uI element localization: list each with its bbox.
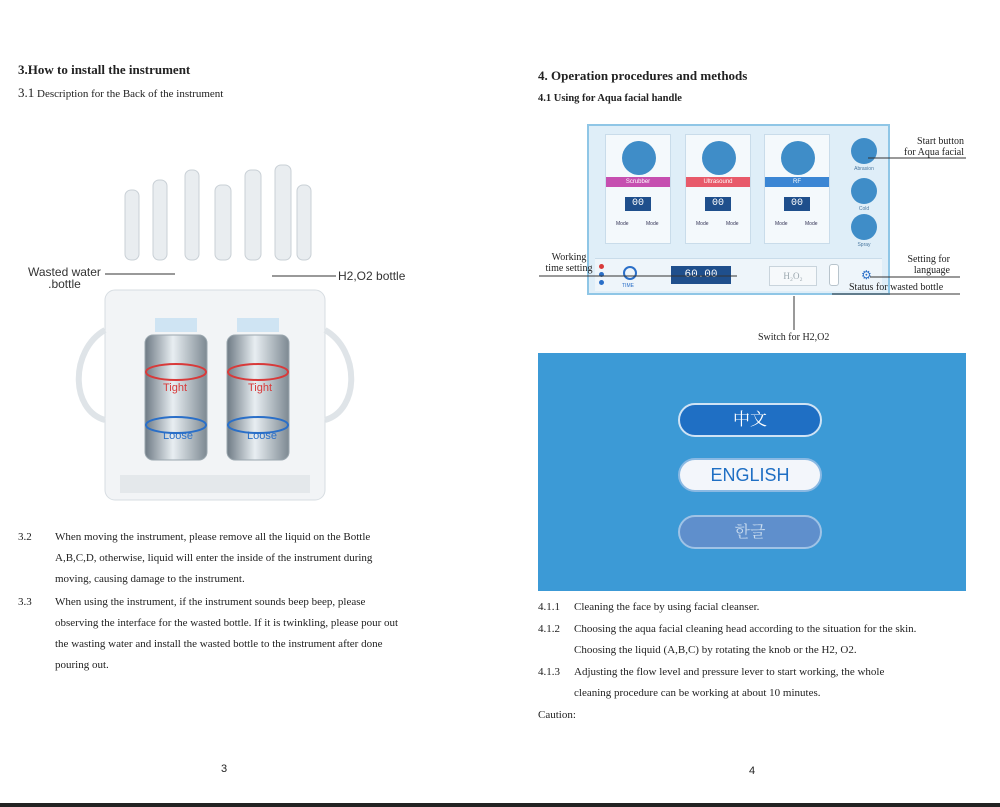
mode-label[interactable]: Mode	[616, 221, 629, 227]
mode-label[interactable]: Mode	[646, 221, 659, 227]
annotation-working-time	[539, 252, 599, 274]
rf-handle-icon	[781, 141, 815, 175]
status-dot-blue	[599, 280, 604, 285]
intensity-value[interactable]: 00	[625, 197, 651, 211]
clock-icon[interactable]	[623, 266, 637, 280]
step-4-1-3	[538, 662, 958, 704]
timer-display[interactable]: 60.00	[671, 266, 731, 284]
ann-line: Start button	[917, 136, 964, 147]
para-line: moving, causing damage to the instrument.	[55, 573, 245, 585]
status-dot-red	[599, 264, 604, 269]
tight-label-left: Tight	[163, 382, 188, 394]
abrasion-button-icon[interactable]	[851, 138, 877, 164]
intensity-value[interactable]: 00	[784, 197, 810, 211]
ann-line-switch	[793, 296, 795, 330]
cold-label: Cold	[858, 206, 870, 212]
h2o2-switch[interactable]: H₂O₂	[769, 266, 817, 286]
control-screen	[587, 124, 890, 295]
scrubber-handle-icon	[622, 141, 656, 175]
paragraph-3-3	[18, 592, 426, 676]
ann-line: Working	[551, 252, 587, 263]
paragraph-number: 3.3	[18, 596, 32, 608]
tight-label-right: Tight	[248, 382, 273, 394]
section-heading-operation: 4. Operation procedures and methods	[538, 68, 748, 83]
status-dots	[599, 264, 605, 284]
wasted-bottle-icon	[829, 264, 839, 286]
para-line: When using the instrument, if the instrument sounds beep beep, please	[55, 596, 366, 608]
step-line: Choosing the liquid (A,B,C) by rotating the knob or the H2, O2.	[574, 644, 857, 656]
ann-line-start	[868, 157, 966, 159]
ann-line: Setting for	[907, 254, 950, 265]
card-label: Ultrasound	[686, 177, 750, 187]
para-line: A,B,C,D, otherwise, liquid will enter the inside of the instrument during	[55, 552, 373, 564]
annotation-status-wasted: Status for wasted bottle	[849, 282, 944, 293]
step-number: 4.1.1	[538, 601, 560, 613]
paragraph-number: 3.2	[18, 531, 32, 543]
ann-line: language	[913, 265, 950, 276]
language-button-english[interactable]: ENGLISH	[678, 458, 822, 492]
step-line: Choosing the aqua facial cleaning head according to the situation for the skin.	[574, 623, 917, 635]
caution-label: Caution:	[538, 709, 576, 721]
mode-label[interactable]: Mode	[805, 221, 818, 227]
callout-wasted-line2: .bottle	[48, 277, 81, 291]
page-number-left: 3	[221, 763, 228, 775]
subsection-3-1	[18, 85, 223, 101]
spray-button-icon[interactable]	[851, 214, 877, 240]
ann-line-language	[870, 276, 960, 278]
para-line: observing the interface for the wasted bottle. If it is twinkling, please pour out	[55, 617, 399, 629]
instrument-photo	[65, 150, 365, 510]
card-label: RF	[765, 177, 829, 187]
page-bottom-border	[0, 803, 1000, 807]
ultrasound-handle-icon	[702, 141, 736, 175]
step-line: Adjusting the flow level and pressure lever to start working, the whole	[574, 666, 885, 678]
mode-label[interactable]: Mode	[726, 221, 739, 227]
step-4-1-1	[538, 597, 958, 618]
spray-label: Spray	[857, 242, 871, 248]
card-rf[interactable]	[764, 134, 830, 244]
language-button-chinese[interactable]: 中文	[678, 403, 822, 437]
ann-line: for Aqua facial	[904, 147, 964, 158]
step-line: Cleaning the face by using facial cleanser.	[574, 601, 760, 613]
para-line: the wasting water and install the wasted bottle to the instrument after done	[55, 638, 383, 650]
page-number-right: 4	[749, 765, 756, 777]
card-ultrasound[interactable]	[685, 134, 751, 244]
abrasion-label: Abrasion	[854, 166, 874, 172]
language-gear-icon[interactable]: ⚙	[861, 268, 872, 282]
mode-label[interactable]: Mode	[775, 221, 788, 227]
loose-label-right: Loose	[247, 430, 277, 442]
annotation-setting-language	[890, 254, 950, 276]
language-screen	[538, 353, 966, 591]
language-button-korean[interactable]: 한글	[678, 515, 822, 549]
callout-line-wasted	[105, 272, 175, 276]
subsection-text: Description for the Back of the instrument	[37, 88, 224, 100]
card-label: Scrubber	[606, 177, 670, 187]
callout-h2o2: H2,O2 bottle	[338, 269, 406, 283]
intensity-value[interactable]: 00	[705, 197, 731, 211]
callout-wasted-line1: Wasted water	[28, 265, 101, 279]
loose-label-left: Loose	[163, 430, 193, 442]
subsection-number: 3.1	[18, 85, 35, 100]
callout-wasted-water	[28, 266, 101, 290]
step-line: cleaning procedure can be working at about 10 minutes.	[574, 687, 821, 699]
step-number: 4.1.3	[538, 666, 560, 678]
card-scrubber[interactable]	[605, 134, 671, 244]
cold-button-icon[interactable]	[851, 178, 877, 204]
step-number: 4.1.2	[538, 623, 560, 635]
annotation-start-button	[894, 136, 964, 158]
para-line: pouring out.	[55, 659, 109, 671]
section-heading-install: 3.How to install the instrument	[18, 62, 191, 77]
time-label: TIME	[622, 283, 634, 289]
step-4-1-2	[538, 619, 958, 661]
mode-label[interactable]: Mode	[696, 221, 709, 227]
subsection-4-1: 4.1 Using for Aqua facial handle	[538, 93, 682, 104]
ann-line: time setting	[545, 263, 593, 274]
ann-line-working	[539, 275, 737, 277]
annotation-switch-h2o2: Switch for H2,O2	[758, 332, 830, 343]
ann-line-status	[832, 293, 960, 295]
callout-line-h2o2	[272, 274, 336, 278]
para-line: When moving the instrument, please remove all the liquid on the Bottle	[55, 531, 371, 543]
paragraph-3-2	[18, 527, 426, 590]
